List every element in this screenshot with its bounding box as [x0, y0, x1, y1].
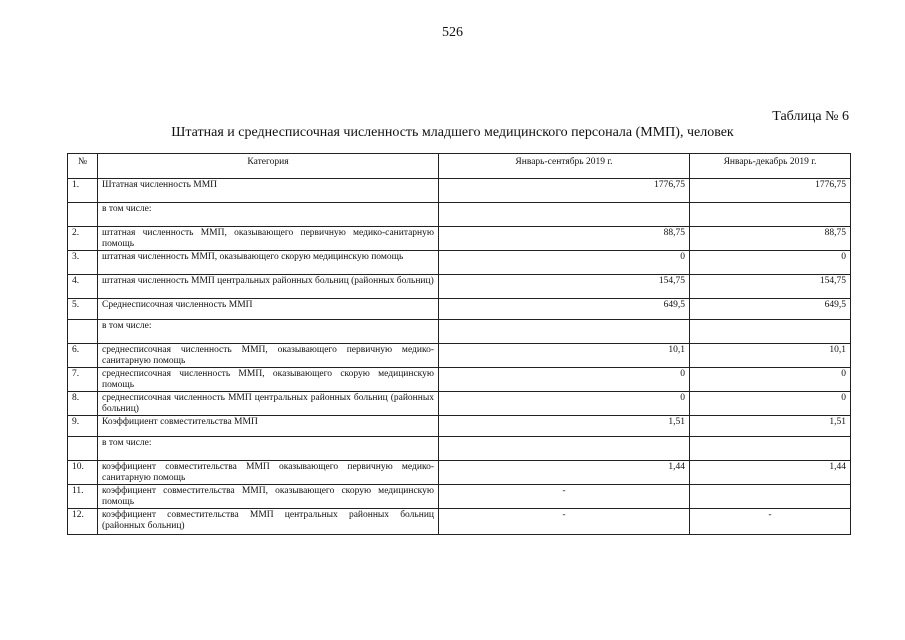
row-value-jan-sep: 1776,75 — [439, 179, 690, 203]
row-number — [68, 203, 98, 227]
row-value-jan-dec: 1776,75 — [690, 179, 851, 203]
row-number: 4. — [68, 275, 98, 299]
table-row — [68, 392, 851, 416]
row-value-jan-dec: 649,5 — [690, 299, 851, 320]
row-category: штатная численность ММП центральных районных больниц (районных больниц) — [98, 275, 439, 299]
table-row — [68, 320, 851, 344]
row-category: Среднесписочная численность ММП — [98, 299, 439, 320]
row-value-jan-dec — [690, 320, 851, 344]
row-category: штатная численность ММП, оказывающего первичную медико-санитарную помощь — [98, 227, 439, 251]
row-value-jan-sep: 0 — [439, 392, 690, 416]
row-value-jan-dec: 88,75 — [690, 227, 851, 251]
row-value-jan-dec — [690, 485, 851, 509]
row-value-jan-sep: 1,51 — [439, 416, 690, 437]
table-row — [68, 179, 851, 203]
row-value-jan-sep — [439, 320, 690, 344]
row-value-jan-sep: 88,75 — [439, 227, 690, 251]
header-category: Категория — [98, 154, 439, 179]
staffing-table — [67, 153, 851, 535]
table-row — [68, 227, 851, 251]
row-number: 2. — [68, 227, 98, 251]
row-value-jan-dec: 0 — [690, 368, 851, 392]
header-jan-dec-2019: Январь-декабрь 2019 г. — [690, 154, 851, 179]
table-row — [68, 344, 851, 368]
row-value-jan-dec: 0 — [690, 251, 851, 275]
row-value-jan-sep: 649,5 — [439, 299, 690, 320]
row-value-jan-dec: - — [690, 509, 851, 535]
row-category: коэффициент совместительства ММП центральных районных больниц (районных больниц) — [98, 509, 439, 535]
row-number: 3. — [68, 251, 98, 275]
row-value-jan-dec: 154,75 — [690, 275, 851, 299]
row-value-jan-dec: 10,1 — [690, 344, 851, 368]
row-value-jan-sep — [439, 437, 690, 461]
table-header-row — [68, 154, 851, 179]
row-number: 10. — [68, 461, 98, 485]
row-category: коэффициент совместительства ММП оказывающего первичную медико-санитарную помощь — [98, 461, 439, 485]
table-row — [68, 461, 851, 485]
table-row — [68, 416, 851, 437]
header-jan-sep-2019: Январь-сентябрь 2019 г. — [439, 154, 690, 179]
table-row — [68, 251, 851, 275]
table-row — [68, 485, 851, 509]
row-number: 7. — [68, 368, 98, 392]
table-body — [68, 179, 851, 535]
row-category: среднесписочная численность ММП, оказывающего первичную медико-санитарную помощь — [98, 344, 439, 368]
row-category: среднесписочная численность ММП центральных районных больниц (районных больниц) — [98, 392, 439, 416]
row-value-jan-sep: 1,44 — [439, 461, 690, 485]
row-value-jan-sep — [439, 203, 690, 227]
row-value-jan-dec: 1,51 — [690, 416, 851, 437]
row-number: 12. — [68, 509, 98, 535]
header-number: № — [68, 154, 98, 179]
page-number: 526 — [442, 25, 463, 40]
row-number — [68, 320, 98, 344]
row-value-jan-sep: - — [439, 485, 690, 509]
row-value-jan-sep: 10,1 — [439, 344, 690, 368]
row-number: 9. — [68, 416, 98, 437]
row-value-jan-dec — [690, 203, 851, 227]
row-category: коэффициент совместительства ММП, оказывающего скорую медицинскую помощь — [98, 485, 439, 509]
row-number: 1. — [68, 179, 98, 203]
row-category: в том числе: — [98, 203, 439, 227]
row-category: в том числе: — [98, 437, 439, 461]
table-row — [68, 368, 851, 392]
row-category: в том числе: — [98, 320, 439, 344]
row-category: Штатная численность ММП — [98, 179, 439, 203]
row-value-jan-sep: - — [439, 509, 690, 535]
table-row — [68, 299, 851, 320]
row-value-jan-dec: 0 — [690, 392, 851, 416]
table-number: Таблица № 6 — [772, 109, 849, 124]
row-number: 6. — [68, 344, 98, 368]
row-value-jan-sep: 154,75 — [439, 275, 690, 299]
row-number: 11. — [68, 485, 98, 509]
row-category: среднесписочная численность ММП, оказывающего скорую медицинскую помощь — [98, 368, 439, 392]
table-row — [68, 275, 851, 299]
row-number: 8. — [68, 392, 98, 416]
table-row — [68, 509, 851, 535]
row-value-jan-sep: 0 — [439, 368, 690, 392]
row-value-jan-dec — [690, 437, 851, 461]
row-category: Коэффициент совместительства ММП — [98, 416, 439, 437]
row-number — [68, 437, 98, 461]
row-number: 5. — [68, 299, 98, 320]
table-row — [68, 203, 851, 227]
table-title: Штатная и среднесписочная численность младшего медицинского персонала (ММП), человек — [171, 125, 734, 140]
row-category: штатная численность ММП, оказывающего скорую медицинскую помощь — [98, 251, 439, 275]
table-row — [68, 437, 851, 461]
row-value-jan-sep: 0 — [439, 251, 690, 275]
row-value-jan-dec: 1,44 — [690, 461, 851, 485]
